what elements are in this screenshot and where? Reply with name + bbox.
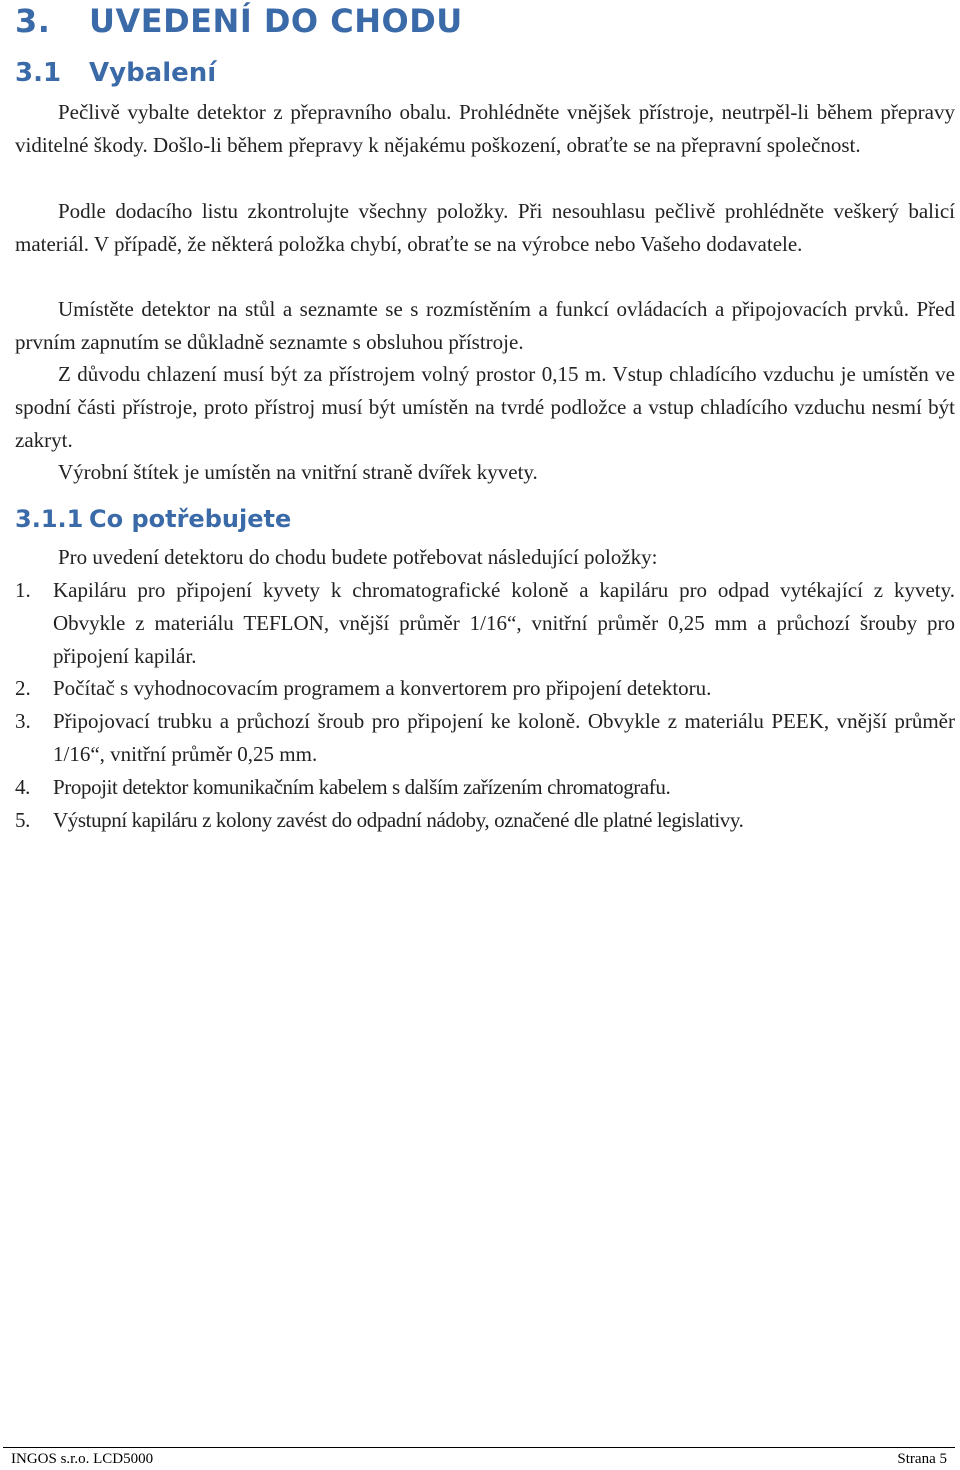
list-item-number: 5.: [15, 807, 30, 832]
section-title: Vybalení: [89, 58, 217, 88]
list-item: [15, 705, 955, 771]
paragraph-placement: Umístěte detektor na stůl a seznamte se s rozmístěním a funkcí ovládacích a připojovacích prvků. Před prvním zapnutím se důkladně seznamte s obsluhou přístroje.: [15, 297, 955, 354]
footer-company: INGOS s.r.o. LCD5000: [11, 1451, 154, 1467]
subsection-number: 3.1.1: [15, 505, 84, 533]
section-number: 3.1: [15, 58, 62, 88]
paragraph-label: Výrobní štítek je umístěn na vnitřní straně dvířek kyvety.: [58, 460, 538, 484]
list-item-text: Připojovací trubku a průchozí šroub pro připojení ke koloně. Obvykle z materiálu PEEK, vnější průměr 1/16“, vnitřní průměr 0,25 mm.: [53, 709, 955, 766]
chapter-number: 3.: [15, 2, 51, 40]
list-item-number: 4.: [15, 774, 30, 799]
footer-page-number: Strana 5: [897, 1451, 947, 1467]
page-footer: [3, 1447, 955, 1469]
list-item: [15, 672, 955, 705]
requirements-list: [15, 574, 955, 836]
subsection-title: Co potřebujete: [89, 505, 292, 533]
chapter-heading: [15, 2, 463, 40]
list-item-text: Propojit detektor komunikačním kabelem s dalším zařízením chromatografu.: [53, 774, 671, 799]
chapter-title: UVEDENÍ DO CHODU: [89, 2, 463, 40]
list-item: [15, 804, 955, 837]
list-item-text: Výstupní kapiláru z kolony zavést do odpadní nádoby, označené dle platné legislativy.: [53, 807, 744, 832]
subsection-heading: [15, 505, 291, 533]
paragraph-intro: Pro uvedení detektoru do chodu budete potřebovat následující položky:: [58, 545, 658, 569]
paragraph-unpacking: Pečlivě vybalte detektor z přepravního obalu. Prohlédněte vnějšek přístroje, neutrpěl-li během přepravy viditelné škody. Došlo-li během přepravy k nějakému poškození, obraťte se na přepravní společnost.: [15, 100, 955, 157]
list-item-text: Kapiláru pro připojení kyvety k chromatografické koloně a kapiláru pro odpad vytékající z kyvety. Obvykle z materiálu TEFLON, vnější průměr 1/16“, vnitřní průměr 0,25 mm a průchozí šrouby pro připojení kapilár.: [53, 578, 955, 668]
list-item: [15, 574, 955, 672]
section-heading: [15, 58, 216, 88]
paragraph-cooling: Z důvodu chlazení musí být za přístrojem volný prostor 0,15 m. Vstup chladícího vzduchu je umístěn ve spodní části přístroje, proto přístroj musí být umístěn na tvrdé podložce a vstup chladícího vzduchu nesmí být zakryt.: [15, 362, 955, 452]
list-item-number: 2.: [15, 676, 31, 701]
list-item-number: 1.: [15, 578, 31, 602]
list-item: [15, 771, 955, 804]
list-item-number: 3.: [15, 709, 31, 734]
list-item-text: Počítač s vyhodnocovacím programem a konvertorem pro připojení detektoru.: [53, 676, 712, 701]
paragraph-checklist: Podle dodacího listu zkontrolujte všechny položky. Při nesouhlasu pečlivě prohlédněte veškerý balicí materiál. V případě, že některá položka chybí, obraťte se na výrobce nebo Vašeho dodavatele.: [15, 199, 955, 256]
